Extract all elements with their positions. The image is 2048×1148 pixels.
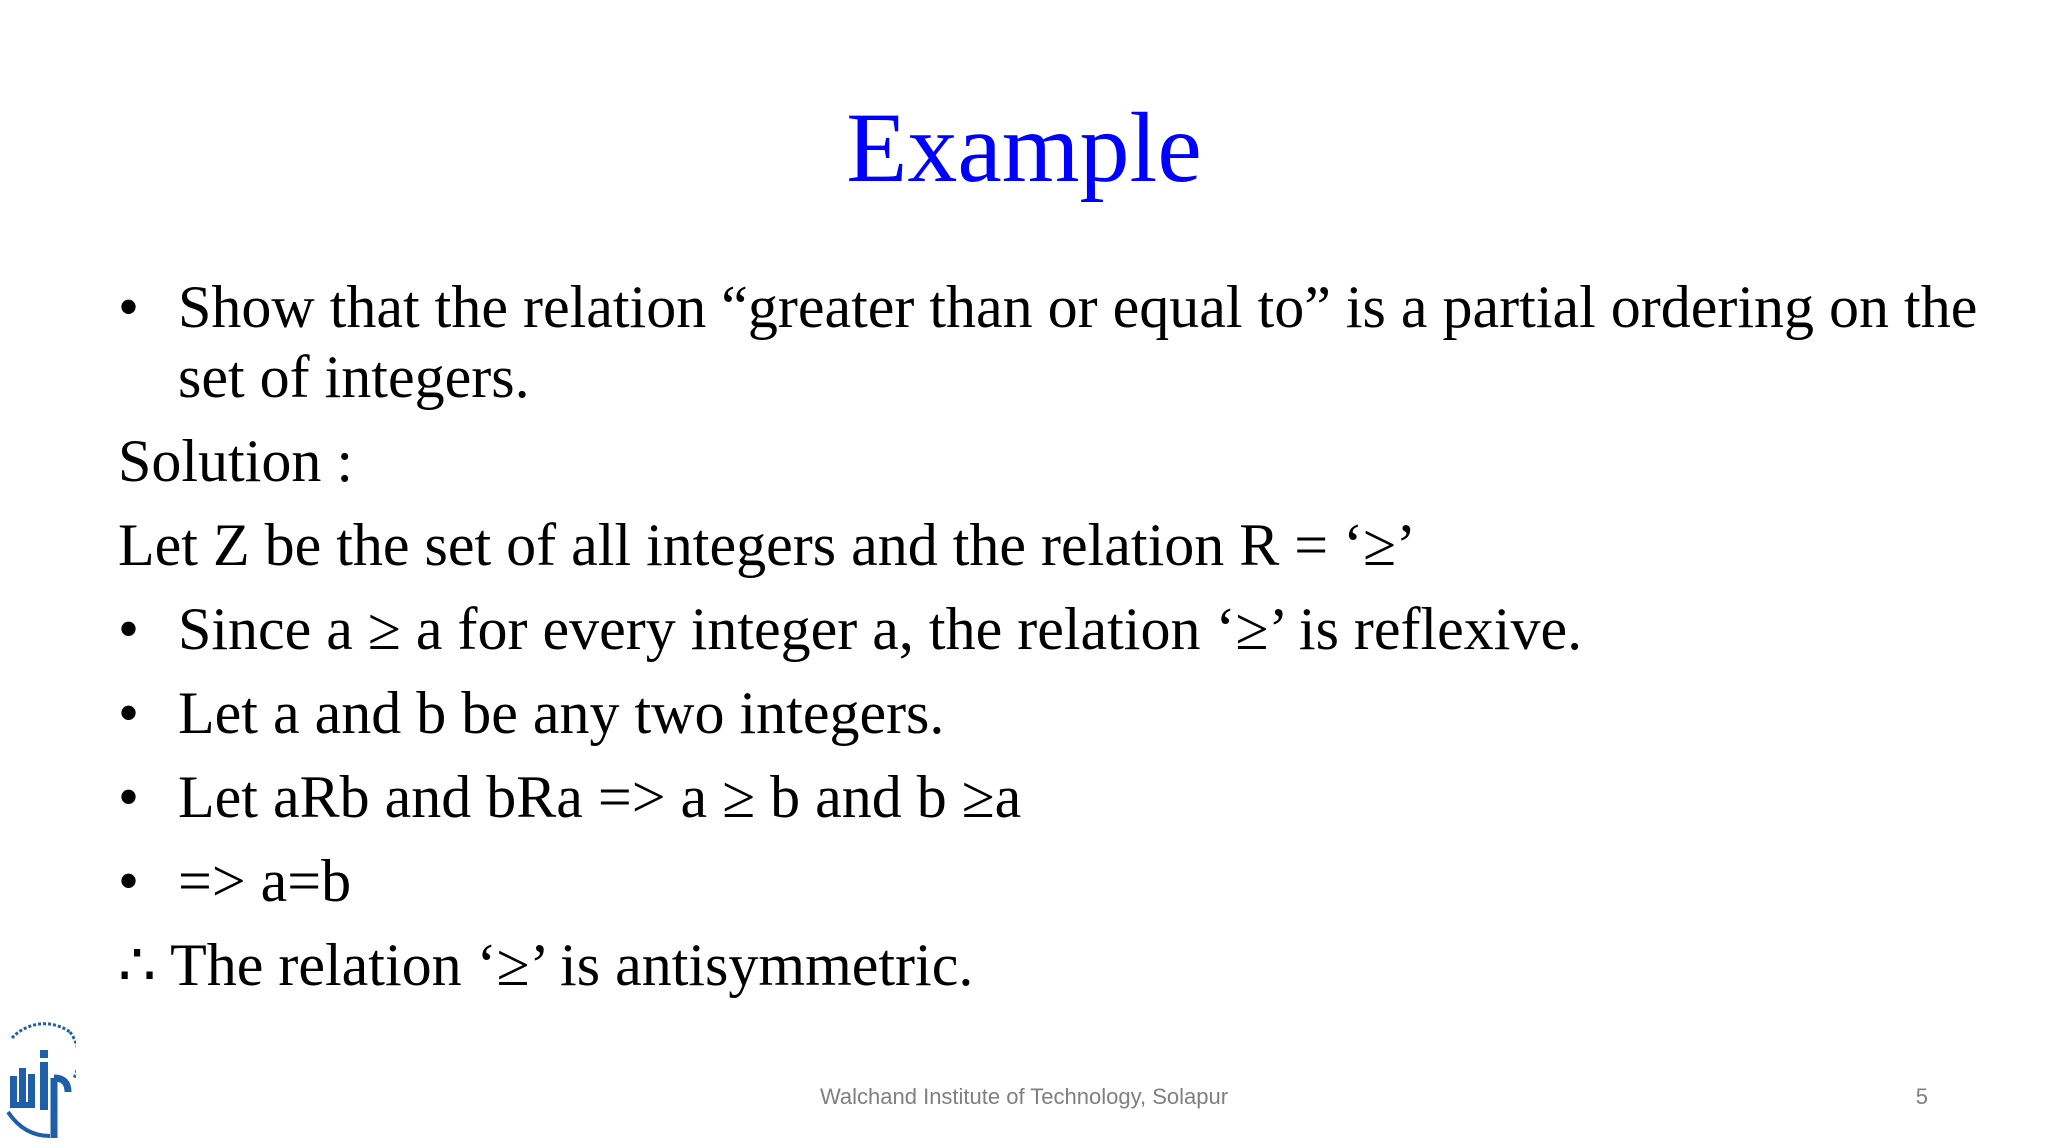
bullet-glyph: • [118,274,140,340]
bullet-item-arb-bra [118,762,1948,832]
institute-logo-icon [4,1018,76,1140]
bullet-item-reflexive [118,594,1948,664]
slide-title: Example [846,92,1202,203]
bullet-item-question [118,272,2048,412]
bullet-text: Let a and b be any two integers. [178,680,945,746]
page-number: 5 [1915,1084,1928,1109]
slide-content [118,272,1978,1000]
bullet-item-a-equals-b [118,846,1948,916]
conclusion-statement: ∴ The relation ‘≥’ is antisymmetric. [118,932,974,998]
bullet-glyph: • [118,764,140,830]
bullet-item-two-integers [118,678,1948,748]
let-statement: Let Z be the set of all integers and the relation R = ‘≥’ [118,512,1416,578]
bullet-glyph: • [118,680,140,746]
bullet-text: Show that the relation “greater than or equal to” is a partial ordering on the set of integers. [178,274,1978,410]
bullet-glyph: • [118,848,140,914]
solution-label: Solution : [118,428,354,494]
bullet-text: => a=b [178,848,352,914]
bullet-text: Since a ≥ a for every integer a, the relation ‘≥’ is reflexive. [178,596,1583,662]
bullet-glyph: • [118,596,140,662]
footer-text: Walchand Institute of Technology, Solapur [819,1084,1229,1109]
bullet-text: Let aRb and bRa => a ≥ b and b ≥a [178,764,1022,830]
